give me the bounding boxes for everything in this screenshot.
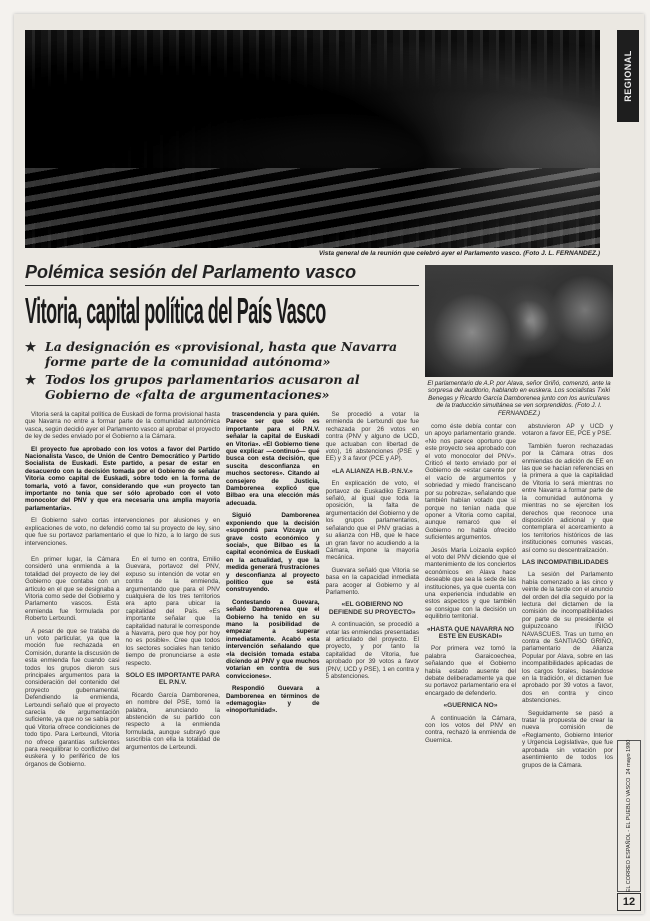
star-icon: ★ bbox=[25, 339, 37, 354]
paragraph: Guevara señaló que Vitoria se basa en la capacidad inmediata para acoger al Gobierno y al Parlamento. bbox=[325, 566, 419, 596]
paragraph: A continuación, se procedió a votar las enmiendas presentadas al articulado del proyecto. El proyecto, y por tanto la capitalidad de Vitoria, fue aprobado por 39 votos a favor (PNV, UCD y PSE), 1 en contra y 5 abstenciones. bbox=[325, 621, 419, 680]
section-tag bbox=[617, 30, 639, 122]
paragraph: Se procedió a votar la enmienda de Lertxundi que fue rechazada por 26 votos en contra (PNV y alguno de UCD, que actuaban con libertad de voto), 16 abstenciones (PSE y EE) y 3 a favor (PCE y AP). bbox=[325, 411, 419, 463]
headline-container bbox=[25, 289, 419, 335]
article-column-5 bbox=[425, 423, 516, 898]
subheadline-text: La designación es «provisional, hasta que Navarra forme parte de la comunidad autónoma» bbox=[45, 339, 398, 369]
side-article bbox=[425, 380, 613, 898]
main-photo-caption: Vista general de la reunión que celebró ayer el Parlamento vasco. (Foto J. L. FERNANDEZ.) bbox=[318, 250, 600, 257]
paragraph: En el turno en contra, Emilio Guevara, portavoz del PNV, expuso su intención de votar en contra de la enmienda, argumentando que para el PNV cualquiera de los tres territorios era apto para ubicar la capitalidad del País. «Es importante señalar que la capitalidad natural le corresponde a Navarra, pero que hoy por hoy no es posible». Cree que todos los sectores sociales han tenido tiempo de pronunciarse a este respecto. bbox=[125, 555, 220, 667]
section-label: REGIONAL bbox=[623, 50, 633, 102]
paragraph: Vitoria será la capital política de Euskadi de forma provisional hasta que Navarra no entre a formar parte de la comunidad autonómica vasca, según decidió ayer el Parlamento vasco al aprobar el proyecto de ley de sedes enviado por el Gobierno a la Cámara. bbox=[25, 411, 220, 441]
paragraph: A pesar de que se trataba de un voto particular, ya que la moción fue rechazada en Comisión, durante la discusión de esta enmienda fue cuando casi todos los grupos dieron sus principales argumentos para la consideración del contenido del proyecto gubernamental. Defendiendo la enmienda, Lertxundi señaló que el proyecto carecía de argumentación suficiente, ya que no se sabía por qué Vitoria ofrece condiciones de todo tipo. Para Lertxundi, Vitoria no ofrece garantías suficientes para reequilibrar lo conflictivo del euskera y lo periférico de los órganos de Gobierno. bbox=[25, 627, 120, 768]
parliamentarians-photo bbox=[425, 265, 613, 377]
article-column-3 bbox=[226, 411, 320, 898]
side-photo-caption: El parlamentario de A.P. por Alava, señor Griñó, comenzó, ante la sorpresa del auditorio, hablando en euskera. Los socialistas Txiki Benegas y Ricardo García Damborenea junto con los auriculares de la traducción simultánea se ven sorprendidos. (Foto J. I. FERNANDEZ.) bbox=[427, 380, 611, 417]
section-subheading: «GUERNICA NO» bbox=[443, 702, 498, 710]
lead-columns bbox=[25, 556, 220, 898]
paragraph: Ricardo García Damborenea, en nombre del PSE, tomó la palabra, anunciando la abstención de su partido con respecto a la enmienda formulada, aunque subrayó que suscribía con ella la totalidad de argumentos de Lertxundi. bbox=[125, 691, 220, 751]
section-subheading: «LA ALIANZA H.B.-P.N.V.» bbox=[331, 467, 413, 475]
publication-info bbox=[626, 740, 632, 893]
page-number: 12 bbox=[617, 893, 641, 911]
section-subheading: SOLO ES IMPORTANTE PARA EL P.N.V. bbox=[125, 672, 220, 687]
paragraph: La sesión del Parlamento había comenzado a las cinco y veinte de la tarde con el anuncio del orden del día seguido por la lectura del dictamen de la comisión de incompatibilidades por parte de su presidente el guipuzcoano IÑIGO NAVASCUES. Tras un turno en contra de SANTIAGO GRIÑO, parlamentario de Alianza Popular por Alava, sobre en las incompatibilidades aplicadas de los cargos forales, basándose en la tradición, el dictamen fue aprobado por 39 votos a favor, dos en contra y cinco abstenciones. bbox=[522, 571, 613, 705]
side-columns bbox=[425, 423, 613, 898]
article-body bbox=[25, 411, 419, 898]
article-column-6 bbox=[522, 423, 613, 898]
main-headline: Vitoria, capital política del País Vasco bbox=[25, 290, 326, 331]
section-subheading: «EL GOBIERNO NO DEFIENDE SU PROYECTO» bbox=[328, 601, 416, 616]
paragraph: Por primera vez tomó la palabra Garaicoechea, señalando que el Gobierno había estado ausente del debate deliberadamente ya que su portavoz parlamentario era el encargado de defenderlo. bbox=[425, 645, 516, 697]
kicker-headline: Polémica sesión del Parlamento vasco bbox=[25, 262, 419, 286]
paragraph: abstuvieron AP y UCD y votaron a favor EE, PCE y PSE. bbox=[522, 423, 613, 438]
subheadline-item bbox=[25, 372, 419, 402]
star-icon: ★ bbox=[25, 372, 37, 387]
paragraph: Siguió Damborenea exponiendo que la decisión «supondrá para Vizcaya un grave costo económico y social», que Bilbao es la capital económica de Euskadi en la actualidad, y que la medida generará frustraciones y desconfianza al proyecto político que se está construyendo. bbox=[226, 512, 320, 594]
paragraph: También fueron rechazadas por la Cámara otras dos enmiendas de adición de EE en las que se hacían referencias en la primera a que la capitalidad de Vitoria lo será mientras no entre Navarra a formar parte de la comunidad autónoma y mientras no se ejerciten los derechos que reconoce una disposición adicional y que contemplara el acercamiento a los territorios históricos de las instituciones comunes vascas, así como su descentralización. bbox=[522, 442, 613, 554]
article-column-2 bbox=[126, 556, 221, 898]
subheadline-text: Todos los grupos parlamentarios acusaron al Gobierno de «falta de argumentaciones» bbox=[45, 372, 360, 402]
paragraph: A continuación la Cámara, con los votos del PNV en contra, rechazó la enmienda de Guernica. bbox=[425, 714, 516, 744]
article-column-1 bbox=[25, 556, 120, 898]
publication-name: EL CORREO ESPAÑOL - EL PUEBLO VASCO bbox=[626, 777, 632, 893]
lead-and-columns bbox=[25, 411, 220, 898]
paragraph: trascendencia y para quién. Parece ser que sólo es importante para el P.N.V. señalar la capital de Euskadi en Vitoria». «El Gobierno tiene que explicar —continuó— qué busca con esta decisión, que suscita desconfianza en muchos sectores». Citando al consejero de Justicia, Damborenea explicó que Bilbao era una elección más adecuada. bbox=[226, 411, 320, 507]
paragraph: como éste debía contar con un apoyo parlamentario grande. «No nos parece oportuno que este proyecto sea aprobado con el voto monocolor del PNV». Criticó el texto enviado por el Gobierno de «estar carente por el vacío de argumentos y sobriedad y miedo franciscano por su pobreza», señalando que también habían votado que sí porque no tenían nada que oponer a Vitoria como capital, aunque remarcó que el Gobierno no había ofrecido suficientes argumentos. bbox=[425, 423, 516, 542]
paragraph: Seguidamente se pasó a tratar la propuesta de crear la nueva comisión de «Reglamento, Gobierno Interior y Urgencia Legislativa», que fue aprobada sin votación por asentimiento de todos los grupos de la Cámara. bbox=[522, 709, 613, 769]
subheadline-item bbox=[25, 339, 419, 369]
publication-footer bbox=[617, 740, 641, 892]
publication-date: 24 mayo 1980 bbox=[626, 739, 632, 775]
main-article bbox=[25, 262, 419, 898]
paragraph: En primer lugar, la Cámara consideró una enmienda a la totalidad del proyecto de ley del Gobierno que contaba con un artículo en el que se designaba a Vitoria como sede del Gobierno y Parlamento vascos. Esta enmienda fue formulada por Roberto Lertxundi. bbox=[25, 555, 120, 623]
paragraph: Jesús María Loizaola explicó el voto del PNV diciendo que el mantenimiento de los conciertos económicos en Alava hace deseable que sea la sede de las instituciones, ya que cuenta con una experiencia indudable en estos aspectos y que también se consigue con la decisión un equilibrio territorial. bbox=[425, 546, 516, 621]
paragraph: En explicación de voto, el portavoz de Euskadiko Ezkerra señaló, al igual que toda la oposición, la falta de argumentación del Gobierno y de los grupos parlamentarios, señalando que el PNV gracias a su alianza con HB, que le hace un gran favor no acudiendo a la Cámara, impone la mayoría mecánica. bbox=[325, 480, 419, 562]
paragraph: Respondió Guevara a Damborenea en términos de «demagogia» y de «inoportunidad». bbox=[226, 685, 320, 715]
section-subheading: LAS INCOMPATIBILIDADES bbox=[522, 558, 609, 566]
paragraph: El proyecto fue aprobado con los votos a favor del Partido Nacionalista Vasco, de Unión de Centro Democrático y Partido Socialista de Euskadi. Este partido, a pesar de estar en desacuerdo con la decisión tomada por el Gobierno de señalar Vitoria como capital de Euskadi, sobre todo en la forma de tomarla, votó a favor, considerando que «un proyecto tan importante no tenía que ser sólo aprobado con el voto monocolor del PNV y que era necesaria una amplia mayoría parlamentaria». bbox=[25, 445, 220, 512]
paragraph: Contestando a Guevara, señaló Damborenea que el Gobierno ha tenido en su mano la posibilidad de empezar a superar inmediatamente. Acabó esta intervención señalando que «la decisión tomada estaba diciendo al PNV y que muchos votarían en contra de sus convicciones». bbox=[226, 598, 320, 680]
subheadline-list bbox=[25, 339, 419, 405]
parliament-session-photo bbox=[25, 30, 600, 248]
lead-text bbox=[25, 411, 220, 552]
article-column-4 bbox=[326, 411, 420, 898]
paragraph: El Gobierno salvo cortas intervenciones por alusiones y en explicaciones de voto, no defendió como tal su proyecto de ley, sino que fue su portavoz parlamentario el que lo hizo, a lo largo de sus intervenciones. bbox=[25, 517, 220, 547]
section-subheading: «HASTA QUE NAVARRA NO ESTE EN EUSKADI» bbox=[426, 625, 515, 640]
